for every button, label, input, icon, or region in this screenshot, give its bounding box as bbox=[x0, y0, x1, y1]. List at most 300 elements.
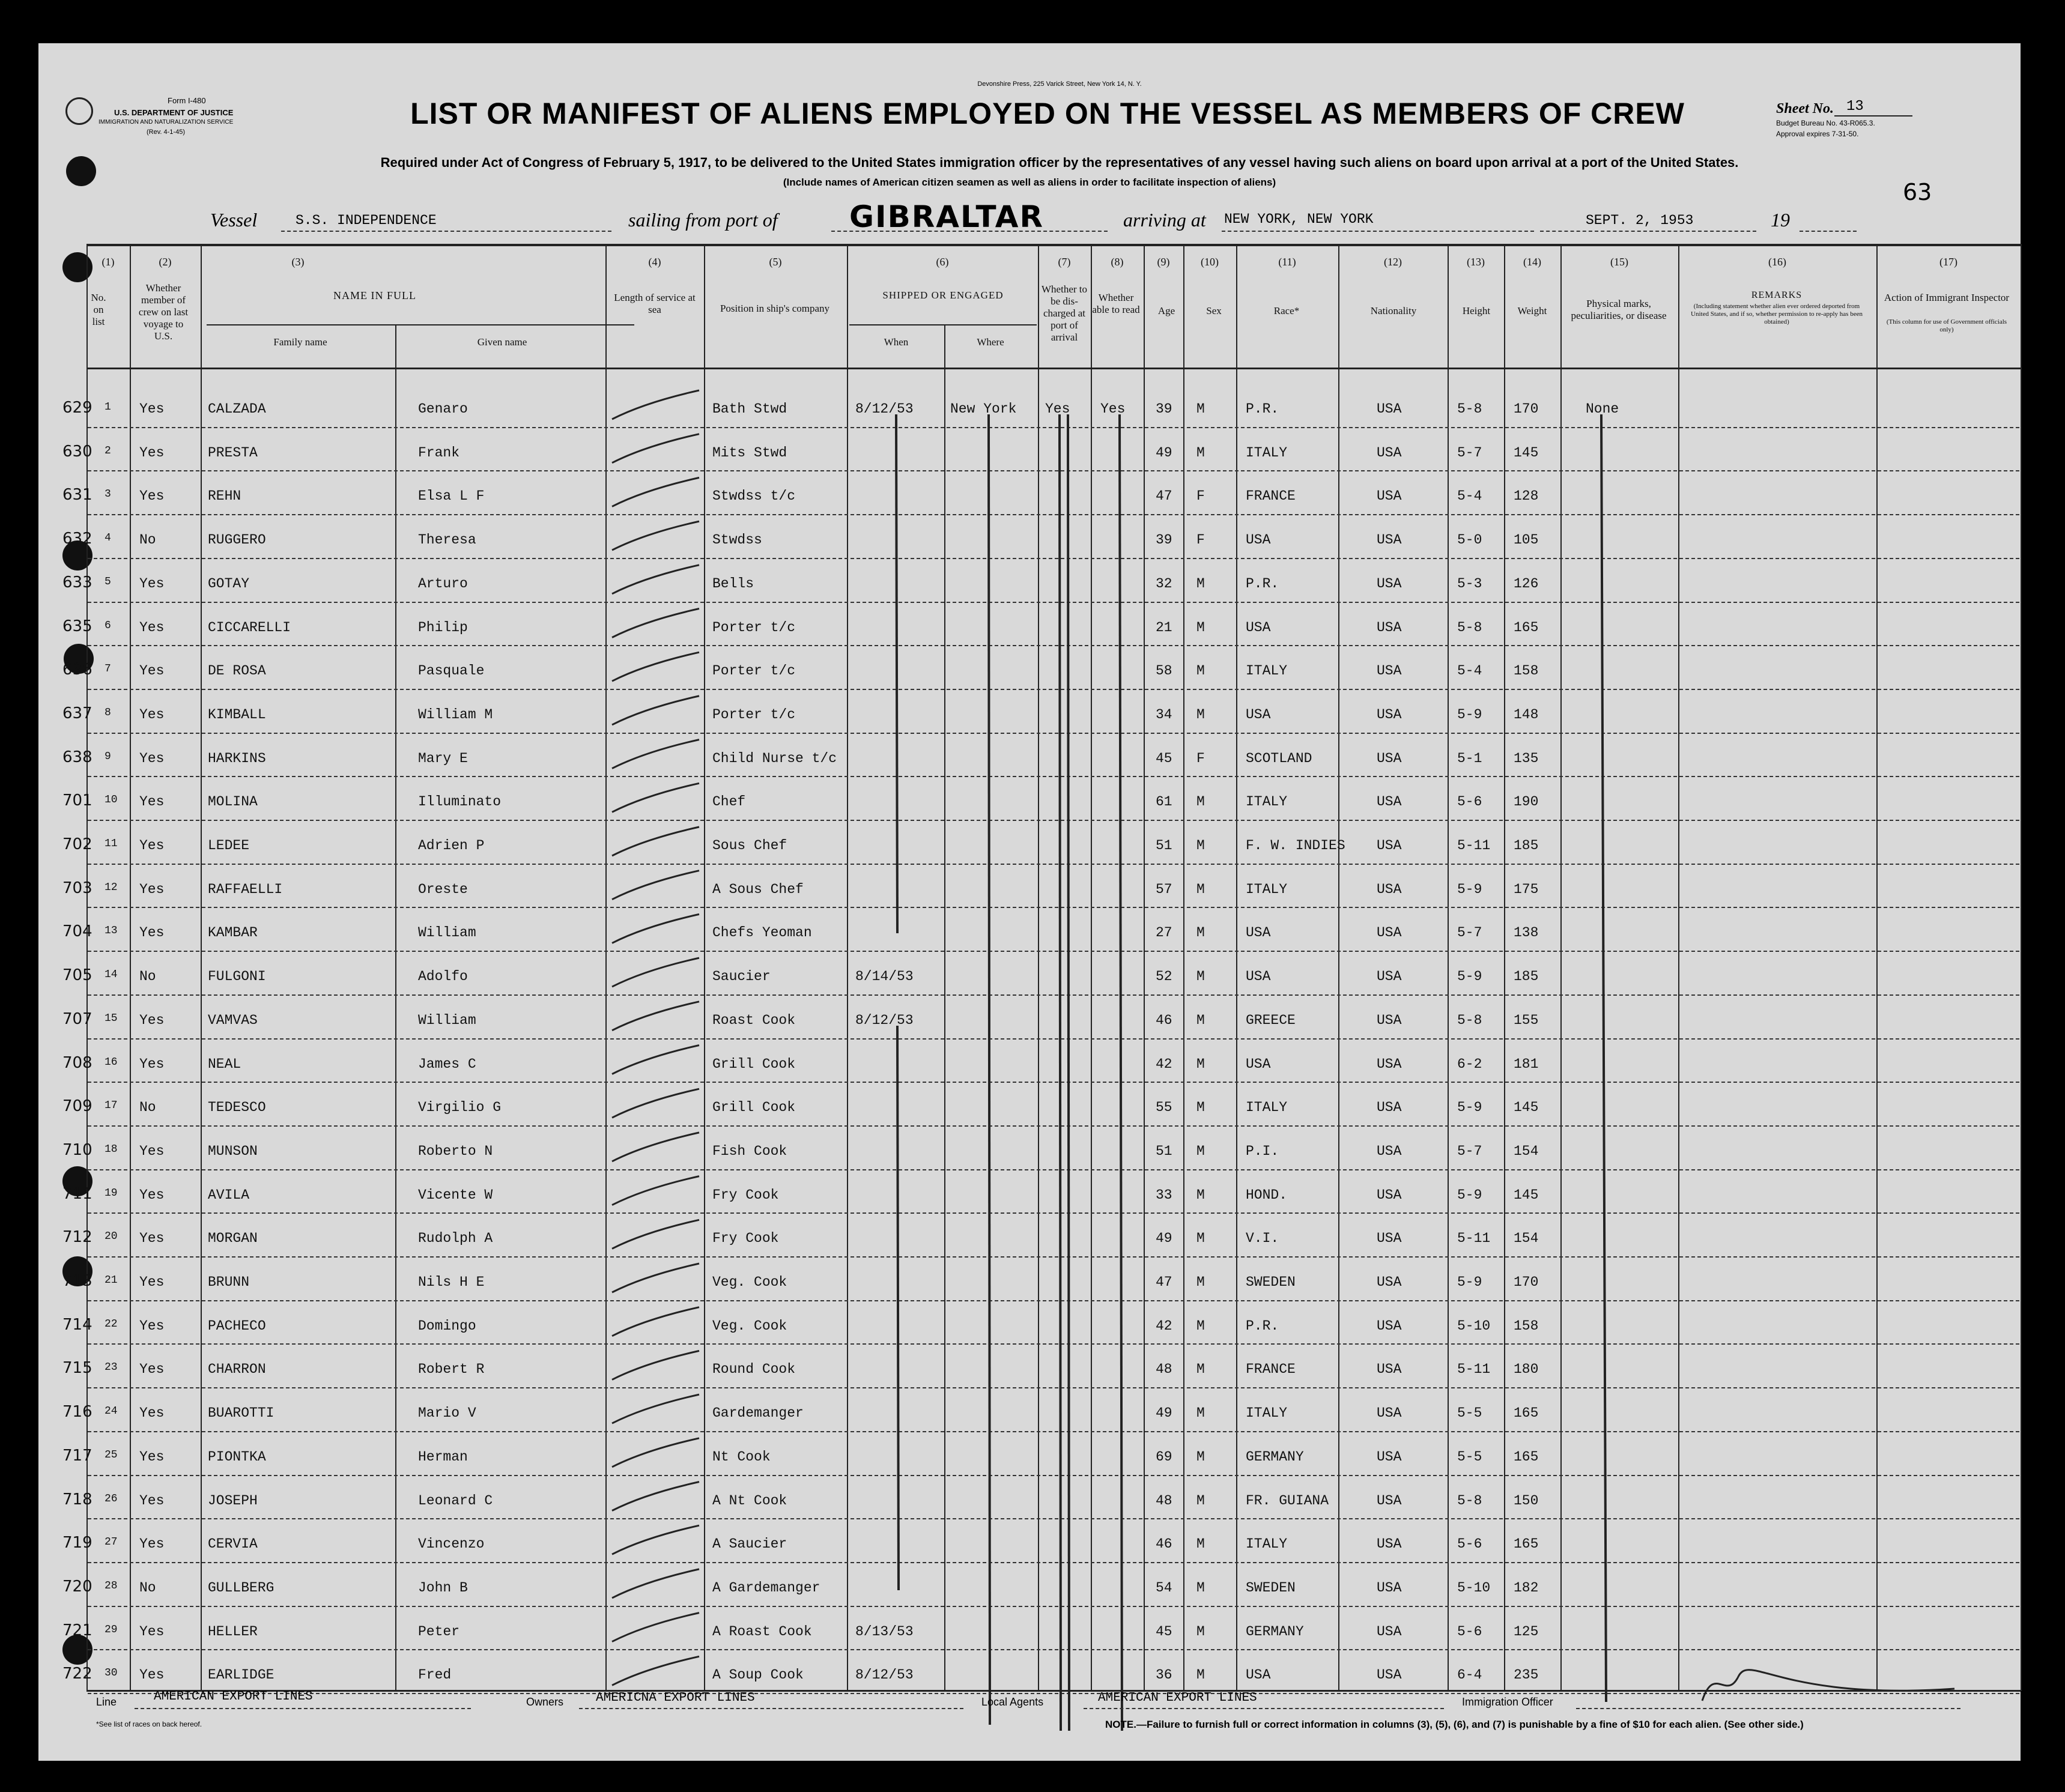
age-cell: 49 bbox=[1156, 1405, 1172, 1421]
sex-cell: M bbox=[1196, 794, 1205, 810]
nationality-cell: USA bbox=[1377, 1579, 1402, 1596]
family-name-cell: PRESTA bbox=[208, 444, 258, 461]
sex-cell: M bbox=[1196, 1230, 1205, 1247]
row-mark: 709 bbox=[62, 1097, 92, 1116]
age-cell: 54 bbox=[1156, 1579, 1172, 1596]
subnote: (Include names of American citizen seamen as well as aliens in order to facilitate inspection of aliens) bbox=[783, 177, 1276, 188]
given-name-cell: Robert R bbox=[418, 1361, 485, 1378]
age-cell: 52 bbox=[1156, 969, 1172, 985]
row-mark: 636 bbox=[62, 661, 92, 679]
arrival-port: NEW YORK, NEW YORK bbox=[1224, 211, 1374, 227]
row-number: 26 bbox=[105, 1492, 118, 1505]
age-cell: 34 bbox=[1156, 706, 1172, 722]
age-cell: 45 bbox=[1156, 750, 1172, 766]
nationality-cell: USA bbox=[1377, 794, 1402, 810]
race-cell: GERMANY bbox=[1246, 1623, 1304, 1639]
col5-header: Position in ship's company bbox=[720, 303, 830, 314]
col16-header: REMARKS bbox=[1751, 290, 1803, 300]
race-cell: FR. GUIANA bbox=[1246, 1492, 1329, 1509]
position-cell: A Roast Cook bbox=[712, 1623, 812, 1639]
sex-cell: M bbox=[1196, 1012, 1205, 1028]
height-cell: 5-9 bbox=[1457, 706, 1482, 722]
service-check-mark bbox=[612, 1264, 699, 1292]
nationality-cell: USA bbox=[1377, 619, 1402, 635]
col3b-header: Given name bbox=[477, 336, 527, 348]
position-cell: Porter t/c bbox=[712, 619, 796, 635]
sex-cell: M bbox=[1196, 881, 1205, 897]
given-name-cell: Rudolph A bbox=[418, 1230, 493, 1247]
last-voyage-cell: Yes bbox=[139, 619, 165, 635]
family-name-cell: EARLIDGE bbox=[208, 1667, 274, 1683]
column-number: (7) bbox=[1058, 256, 1071, 268]
height-cell: 5-6 bbox=[1457, 794, 1482, 810]
nationality-cell: USA bbox=[1377, 1536, 1402, 1552]
sex-cell: M bbox=[1196, 1667, 1205, 1683]
weight-cell: 185 bbox=[1514, 838, 1539, 853]
last-voyage-cell: Yes bbox=[139, 1187, 165, 1203]
column-number: (10) bbox=[1201, 256, 1219, 268]
row-mark: 714 bbox=[62, 1315, 92, 1334]
last-voyage-cell: Yes bbox=[139, 1405, 165, 1421]
row-mark: 629 bbox=[62, 399, 92, 417]
shipped-where-cell: New York bbox=[950, 401, 1017, 417]
row-number: 24 bbox=[105, 1405, 118, 1418]
sex-cell: M bbox=[1196, 1579, 1205, 1596]
sex-cell: M bbox=[1196, 663, 1205, 679]
row-mark: 712 bbox=[62, 1228, 92, 1247]
printer-imprint: Devonshire Press, 225 Varick Street, New York 14, N. Y. bbox=[977, 80, 1142, 88]
weight-cell: 148 bbox=[1514, 706, 1539, 722]
height-cell: 5-9 bbox=[1457, 969, 1482, 985]
column-number: (14) bbox=[1523, 256, 1541, 268]
row-number: 13 bbox=[105, 925, 118, 937]
last-voyage-cell: Yes bbox=[139, 1536, 165, 1552]
weight-cell: 170 bbox=[1514, 1274, 1539, 1290]
given-name-cell: Virgilio G bbox=[418, 1100, 502, 1116]
row-mark: 630 bbox=[62, 442, 92, 461]
height-cell: 5-4 bbox=[1457, 663, 1482, 679]
col17-note: (This column for use of Government officials only) bbox=[1886, 318, 2007, 333]
family-name-cell: CHARRON bbox=[208, 1361, 266, 1378]
family-name-cell: PACHECO bbox=[208, 1318, 266, 1334]
nationality-cell: USA bbox=[1377, 1623, 1402, 1639]
race-cell: SCOTLAND bbox=[1246, 750, 1312, 766]
family-name-cell: REHN bbox=[208, 488, 241, 504]
sex-cell: M bbox=[1196, 1056, 1205, 1072]
service-check-mark bbox=[612, 1002, 699, 1031]
position-cell: Round Cook bbox=[712, 1361, 796, 1378]
service-check-mark bbox=[612, 609, 699, 638]
given-name-cell: Vicente W bbox=[418, 1187, 493, 1203]
position-cell: Fish Cook bbox=[712, 1143, 787, 1159]
sex-cell: M bbox=[1196, 1274, 1205, 1290]
last-voyage-cell: Yes bbox=[139, 401, 165, 417]
service-check-mark bbox=[612, 740, 699, 769]
family-name-cell: GOTAY bbox=[208, 575, 250, 592]
height-cell: 5-7 bbox=[1457, 925, 1482, 941]
nationality-cell: USA bbox=[1377, 1012, 1402, 1028]
position-cell: Mits Stwd bbox=[712, 444, 787, 461]
given-name-cell: Domingo bbox=[418, 1318, 476, 1334]
weight-cell: 165 bbox=[1514, 1448, 1539, 1465]
weight-cell: 125 bbox=[1514, 1623, 1539, 1639]
col6b-header: Where bbox=[977, 336, 1004, 348]
position-cell: Porter t/c bbox=[712, 663, 796, 679]
position-cell: Roast Cook bbox=[712, 1012, 796, 1028]
row-mark: 702 bbox=[62, 835, 92, 853]
row-mark: 632 bbox=[62, 530, 92, 548]
last-voyage-cell: Yes bbox=[139, 488, 165, 504]
weight-cell: 155 bbox=[1514, 1012, 1539, 1028]
family-name-cell: TEDESCO bbox=[208, 1100, 266, 1116]
age-cell: 51 bbox=[1156, 838, 1172, 853]
last-voyage-cell: Yes bbox=[139, 663, 165, 679]
weight-cell: 158 bbox=[1514, 1318, 1539, 1334]
age-cell: 46 bbox=[1156, 1012, 1172, 1028]
race-cell: F. W. INDIES bbox=[1246, 838, 1345, 853]
weight-cell: 235 bbox=[1514, 1667, 1539, 1683]
last-voyage-cell: Yes bbox=[139, 1623, 165, 1639]
family-name-cell: NEAL bbox=[208, 1056, 241, 1072]
family-name-cell: RAFFAELLI bbox=[208, 881, 283, 897]
age-cell: 21 bbox=[1156, 619, 1172, 635]
sheet-number: 13 bbox=[1846, 98, 1864, 115]
nationality-cell: USA bbox=[1377, 444, 1402, 461]
weight-cell: 138 bbox=[1514, 925, 1539, 941]
sex-cell: M bbox=[1196, 969, 1205, 985]
col8-header: Whether able to read bbox=[1092, 292, 1140, 315]
service-check-mark bbox=[612, 477, 699, 506]
given-name-cell: Illuminato bbox=[418, 794, 502, 810]
height-cell: 5-10 bbox=[1457, 1318, 1491, 1334]
nationality-cell: USA bbox=[1377, 1056, 1402, 1072]
form-revision: (Rev. 4-1-45) bbox=[147, 129, 185, 136]
position-cell: Nt Cook bbox=[712, 1448, 771, 1465]
height-cell: 5-1 bbox=[1457, 750, 1482, 766]
given-name-cell: William bbox=[418, 1012, 476, 1028]
sex-cell: M bbox=[1196, 1143, 1205, 1159]
race-cell: SWEDEN bbox=[1246, 1274, 1296, 1290]
given-name-cell: Elsa L F bbox=[418, 488, 485, 504]
last-voyage-cell: Yes bbox=[139, 1143, 165, 1159]
weight-cell: 145 bbox=[1514, 1187, 1539, 1203]
family-name-cell: HELLER bbox=[208, 1623, 258, 1639]
last-voyage-cell: Yes bbox=[139, 1448, 165, 1465]
given-name-cell: William bbox=[418, 925, 476, 941]
family-name-cell: MUNSON bbox=[208, 1143, 258, 1159]
last-voyage-cell: Yes bbox=[139, 1012, 165, 1028]
age-cell: 69 bbox=[1156, 1448, 1172, 1465]
service-check-mark bbox=[612, 1220, 699, 1249]
last-voyage-cell: Yes bbox=[139, 1274, 165, 1290]
position-cell: A Gardemanger bbox=[712, 1579, 820, 1596]
height-cell: 5-8 bbox=[1457, 1012, 1482, 1028]
row-mark: 715 bbox=[62, 1359, 92, 1378]
column-number: (13) bbox=[1467, 256, 1485, 268]
col4-header: Length of service at sea bbox=[614, 292, 696, 315]
shipped-when-cell: 8/12/53 bbox=[855, 401, 914, 417]
weight-cell: 165 bbox=[1514, 1536, 1539, 1552]
height-cell: 5-0 bbox=[1457, 532, 1482, 548]
discharged-cell: Yes bbox=[1045, 401, 1070, 417]
family-name-cell: BRUNN bbox=[208, 1274, 250, 1290]
sex-cell: F bbox=[1196, 750, 1205, 766]
row-mark: 708 bbox=[62, 1053, 92, 1072]
position-cell: A Sous Chef bbox=[712, 881, 804, 897]
row-number: 19 bbox=[105, 1187, 118, 1199]
height-cell: 5-6 bbox=[1457, 1536, 1482, 1552]
weight-cell: 135 bbox=[1514, 750, 1539, 766]
vessel-label: Vessel bbox=[210, 209, 258, 231]
column-number: (3) bbox=[291, 256, 305, 268]
nationality-cell: USA bbox=[1377, 1274, 1402, 1290]
approval-expires: Approval expires 7-31-50. bbox=[1776, 130, 1859, 138]
row-number: 6 bbox=[105, 619, 111, 632]
given-name-cell: Leonard C bbox=[418, 1492, 493, 1509]
age-cell: 48 bbox=[1156, 1492, 1172, 1509]
age-cell: 49 bbox=[1156, 444, 1172, 461]
column-number: (12) bbox=[1384, 256, 1402, 268]
nationality-cell: USA bbox=[1377, 750, 1402, 766]
weight-cell: 105 bbox=[1514, 532, 1539, 548]
form-number: Form I-480 bbox=[168, 96, 206, 105]
row-mark: 717 bbox=[62, 1446, 92, 1465]
weight-cell: 126 bbox=[1514, 575, 1539, 592]
position-cell: Porter t/c bbox=[712, 706, 796, 722]
shipped-when-cell: 8/13/53 bbox=[855, 1623, 914, 1639]
nationality-cell: USA bbox=[1377, 1492, 1402, 1509]
row-number: 17 bbox=[105, 1100, 118, 1112]
age-cell: 42 bbox=[1156, 1056, 1172, 1072]
service-check-mark bbox=[612, 1133, 699, 1161]
race-cell: GERMANY bbox=[1246, 1448, 1304, 1465]
row-number: 30 bbox=[105, 1667, 118, 1680]
column-number: (1) bbox=[102, 256, 115, 268]
col11-header: Race* bbox=[1273, 305, 1300, 316]
nationality-cell: USA bbox=[1377, 575, 1402, 592]
row-number: 5 bbox=[105, 575, 111, 588]
height-cell: 5-9 bbox=[1457, 881, 1482, 897]
family-name-cell: CERVIA bbox=[208, 1536, 258, 1552]
race-cell: USA bbox=[1246, 706, 1271, 722]
given-name-cell: Philip bbox=[418, 619, 468, 635]
able-to-read-cell: Yes bbox=[1100, 401, 1126, 417]
position-cell: Saucier bbox=[712, 969, 771, 985]
last-voyage-cell: No bbox=[139, 1579, 156, 1596]
last-voyage-cell: Yes bbox=[139, 750, 165, 766]
manifest-sheet bbox=[38, 43, 2021, 1761]
given-name-cell: Frank bbox=[418, 444, 460, 461]
race-cell: ITALY bbox=[1246, 881, 1288, 897]
given-name-cell: Herman bbox=[418, 1448, 468, 1465]
family-name-cell: KAMBAR bbox=[208, 925, 258, 941]
col7-header: Whether to be dis-charged at port of arrival bbox=[1042, 283, 1087, 343]
row-number: 7 bbox=[105, 663, 111, 676]
row-mark: 707 bbox=[62, 1010, 92, 1028]
col6-header: SHIPPED OR ENGAGED bbox=[882, 289, 1004, 301]
given-name-cell: Mario V bbox=[418, 1405, 476, 1421]
weight-cell: 190 bbox=[1514, 794, 1539, 810]
service-check-mark bbox=[612, 958, 699, 987]
height-cell: 5-8 bbox=[1457, 401, 1482, 417]
height-cell: 5-10 bbox=[1457, 1579, 1491, 1596]
sex-cell: M bbox=[1196, 838, 1205, 853]
given-name-cell: Pasquale bbox=[418, 663, 485, 679]
row-number: 15 bbox=[105, 1012, 118, 1025]
height-cell: 6-2 bbox=[1457, 1056, 1482, 1072]
last-voyage-cell: Yes bbox=[139, 1361, 165, 1378]
age-cell: 58 bbox=[1156, 663, 1172, 679]
penalty-note: NOTE.—Failure to furnish full or correct information in columns (3), (5), (6), and (7) is punishable by a fine of $10 for each alien. (See other side.) bbox=[1105, 1719, 1804, 1730]
last-voyage-cell: Yes bbox=[139, 1667, 165, 1683]
weight-cell: 150 bbox=[1514, 1492, 1539, 1509]
height-cell: 5-7 bbox=[1457, 444, 1482, 461]
page-mark: 63 bbox=[1903, 179, 1932, 205]
nationality-cell: USA bbox=[1377, 1230, 1402, 1247]
column-number: (15) bbox=[1610, 256, 1628, 268]
race-cell: ITALY bbox=[1246, 1100, 1288, 1116]
agents-label: Local Agents bbox=[981, 1696, 1044, 1708]
sex-cell: M bbox=[1196, 401, 1205, 417]
service-check-mark bbox=[612, 1613, 699, 1642]
column-number: (2) bbox=[159, 256, 172, 268]
column-number: (5) bbox=[769, 256, 782, 268]
weight-cell: 158 bbox=[1514, 663, 1539, 679]
row-mark: 720 bbox=[62, 1577, 92, 1596]
height-cell: 5-3 bbox=[1457, 575, 1482, 592]
nationality-cell: USA bbox=[1377, 1143, 1402, 1159]
nationality-cell: USA bbox=[1377, 969, 1402, 985]
service-check-mark bbox=[612, 1569, 699, 1598]
sex-cell: M bbox=[1196, 1448, 1205, 1465]
age-cell: 39 bbox=[1156, 532, 1172, 548]
weight-cell: 170 bbox=[1514, 401, 1539, 417]
vessel-name: S.S. INDEPENDENCE bbox=[296, 213, 437, 228]
height-cell: 5-9 bbox=[1457, 1274, 1482, 1290]
shipped-when-cell: 8/12/53 bbox=[855, 1012, 914, 1028]
officer-label: Immigration Officer bbox=[1462, 1696, 1553, 1708]
column-number: (4) bbox=[648, 256, 661, 268]
line-label: Line bbox=[96, 1696, 117, 1708]
sex-cell: M bbox=[1196, 1492, 1205, 1509]
sex-cell: M bbox=[1196, 1536, 1205, 1552]
age-cell: 46 bbox=[1156, 1536, 1172, 1552]
sex-cell: M bbox=[1196, 706, 1205, 722]
service-check-mark bbox=[612, 783, 699, 812]
nationality-cell: USA bbox=[1377, 488, 1402, 504]
given-name-cell: Nils H E bbox=[418, 1274, 485, 1290]
service-check-mark bbox=[612, 1438, 699, 1467]
column-number: (11) bbox=[1278, 256, 1296, 268]
service-name: IMMIGRATION AND NATURALIZATION SERVICE bbox=[99, 119, 234, 126]
age-cell: 51 bbox=[1156, 1143, 1172, 1159]
row-number: 9 bbox=[105, 750, 111, 763]
given-name-cell: Fred bbox=[418, 1667, 452, 1683]
service-check-mark bbox=[612, 1046, 699, 1074]
sex-cell: M bbox=[1196, 1187, 1205, 1203]
position-cell: Veg. Cook bbox=[712, 1274, 787, 1290]
weight-cell: 185 bbox=[1514, 969, 1539, 985]
race-cell: P.R. bbox=[1246, 401, 1279, 417]
row-number: 28 bbox=[105, 1579, 118, 1592]
races-note: *See list of races on back hereof. bbox=[96, 1720, 202, 1728]
given-name-cell: James C bbox=[418, 1056, 476, 1072]
last-voyage-cell: Yes bbox=[139, 838, 165, 853]
age-cell: 61 bbox=[1156, 794, 1172, 810]
service-check-mark bbox=[612, 871, 699, 900]
position-cell: Bath Stwd bbox=[712, 401, 787, 417]
height-cell: 5-9 bbox=[1457, 1100, 1482, 1116]
family-name-cell: FULGONI bbox=[208, 969, 266, 985]
race-cell: HOND. bbox=[1246, 1187, 1288, 1203]
service-check-mark bbox=[612, 1351, 699, 1379]
family-name-cell: JOSEPH bbox=[208, 1492, 258, 1509]
sex-cell: M bbox=[1196, 1361, 1205, 1378]
col6a-header: When bbox=[884, 336, 909, 348]
row-mark: 705 bbox=[62, 966, 92, 985]
shipped-when-cell: 8/14/53 bbox=[855, 969, 914, 985]
race-cell: P.I. bbox=[1246, 1143, 1279, 1159]
position-cell: Grill Cook bbox=[712, 1100, 796, 1116]
row-mark: 718 bbox=[62, 1490, 92, 1509]
nationality-cell: USA bbox=[1377, 925, 1402, 941]
weight-cell: 175 bbox=[1514, 881, 1539, 897]
sheet-label: Sheet No. bbox=[1776, 101, 1834, 117]
nationality-cell: USA bbox=[1377, 1667, 1402, 1683]
given-name-cell: Genaro bbox=[418, 401, 468, 417]
nationality-cell: USA bbox=[1377, 1187, 1402, 1203]
position-cell: Fry Cook bbox=[712, 1187, 779, 1203]
height-cell: 5-4 bbox=[1457, 488, 1482, 504]
col3-header: NAME IN FULL bbox=[333, 289, 416, 301]
service-check-mark bbox=[612, 1089, 699, 1118]
last-voyage-cell: Yes bbox=[139, 444, 165, 461]
service-check-mark bbox=[612, 434, 699, 463]
departure-port: GIBRALTAR bbox=[849, 199, 1044, 234]
row-mark: 638 bbox=[62, 748, 92, 766]
nationality-cell: USA bbox=[1377, 663, 1402, 679]
last-voyage-cell: Yes bbox=[139, 706, 165, 722]
position-cell: Grill Cook bbox=[712, 1056, 796, 1072]
age-cell: 32 bbox=[1156, 575, 1172, 592]
height-cell: 5-11 bbox=[1457, 838, 1491, 853]
position-cell: A Soup Cook bbox=[712, 1667, 804, 1683]
nationality-cell: USA bbox=[1377, 1318, 1402, 1334]
col2-header: Whether member of crew on last voyage to U.S. bbox=[138, 282, 189, 342]
nationality-cell: USA bbox=[1377, 1448, 1402, 1465]
age-cell: 57 bbox=[1156, 881, 1172, 897]
sex-cell: M bbox=[1196, 1100, 1205, 1116]
service-check-mark bbox=[612, 1525, 699, 1554]
age-cell: 33 bbox=[1156, 1187, 1172, 1203]
column-number: (17) bbox=[1939, 256, 1957, 268]
height-cell: 5-11 bbox=[1457, 1230, 1491, 1247]
height-cell: 6-4 bbox=[1457, 1667, 1482, 1683]
position-cell: A Saucier bbox=[712, 1536, 787, 1552]
column-number: (6) bbox=[936, 256, 949, 268]
race-cell: GREECE bbox=[1246, 1012, 1296, 1028]
nationality-cell: USA bbox=[1377, 838, 1402, 853]
given-name-cell: John B bbox=[418, 1579, 468, 1596]
arrival-date: SEPT. 2, 1953 bbox=[1586, 213, 1694, 228]
last-voyage-cell: Yes bbox=[139, 1056, 165, 1072]
service-check-mark bbox=[612, 827, 699, 856]
row-mark: 631 bbox=[62, 486, 92, 504]
position-cell: Stwdss t/c bbox=[712, 488, 796, 504]
given-name-cell: Peter bbox=[418, 1623, 460, 1639]
race-cell: FRANCE bbox=[1246, 488, 1296, 504]
row-mark: 703 bbox=[62, 879, 92, 897]
